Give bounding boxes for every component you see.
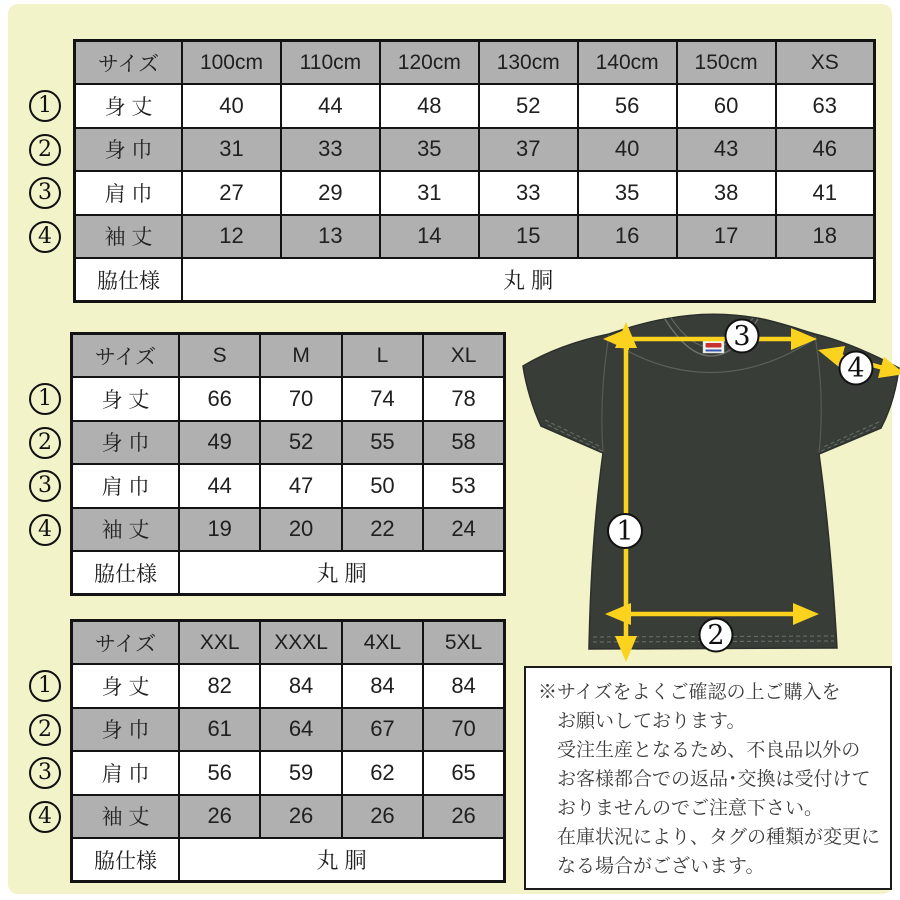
measurement-row [72,664,505,708]
measurement-value-cell: 29 [281,171,380,215]
measurement-value-cell: 26 [179,795,260,839]
size-table-xxl-5xl [70,619,506,883]
measurement-value-cell: 26 [260,795,341,839]
measurement-value-cell: 66 [179,377,260,421]
measurement-row [72,708,505,752]
measurement-value-cell: 48 [380,84,479,128]
measurement-value-cell: 26 [342,795,423,839]
measurement-row [72,464,505,508]
collar-brand-tag [703,340,724,353]
measurement-value-cell: 44 [281,84,380,128]
measurement-row-label: 身 丈 [72,377,180,421]
measurement-value-cell: 50 [342,464,423,508]
measurement-value-cell: 37 [479,128,578,172]
size-header-label: サイズ [72,621,180,665]
size-column-header: XS [776,41,875,85]
measurement-row-label: 袖 丈 [75,215,183,259]
size-table-s-xl [70,332,506,596]
shirt-marker-3 [726,320,759,353]
measurement-value-cell: 17 [677,215,776,259]
measurement-value-cell: 84 [342,664,423,708]
measurement-row-label: 身 巾 [75,128,183,172]
measurement-row-label: 肩 巾 [72,464,180,508]
measurement-value-cell: 47 [260,464,341,508]
size-column-header: 120cm [380,41,479,85]
measurement-value-cell: 60 [677,84,776,128]
notice-line: お願いしております。 [557,711,746,732]
measurement-value-cell: 41 [776,171,875,215]
size-column-header: S [179,334,260,378]
side-spec-value: 丸 胴 [182,258,875,302]
row-marker-2: 2 [29,134,61,166]
measurement-value-cell: 33 [281,128,380,172]
row-marker-1: 1 [29,383,61,415]
measurement-value-cell: 64 [260,708,341,752]
measurement-row-label: 身 巾 [72,708,180,752]
measurement-value-cell: 16 [578,215,677,259]
row-marker-3: 3 [29,177,61,209]
side-spec-row [72,838,505,882]
measurement-value-cell: 70 [423,708,504,752]
size-column-header: 5XL [423,621,504,665]
row-marker-4: 4 [29,514,61,546]
measurement-value-cell: 84 [260,664,341,708]
side-spec-value: 丸 胴 [179,838,505,882]
measurement-row [72,377,505,421]
measurement-row [75,215,875,259]
measurement-value-cell: 52 [479,84,578,128]
measurement-row-label: 肩 巾 [72,751,180,795]
measurement-value-cell: 65 [423,751,504,795]
side-spec-label: 脇仕様 [72,551,180,595]
notice-line: お客様都合での返品･交換は受付けて [557,769,871,790]
measurement-value-cell: 61 [179,708,260,752]
measurement-row [72,421,505,465]
measurement-row-label: 身 丈 [75,84,183,128]
measurement-row [72,795,505,839]
measurement-value-cell: 52 [260,421,341,465]
row-marker-3: 3 [29,757,61,789]
measurement-value-cell: 35 [578,171,677,215]
measurement-row-label: 身 丈 [72,664,180,708]
measurement-value-cell: 82 [179,664,260,708]
svg-text:2: 2 [707,620,725,651]
measurement-value-cell: 33 [479,171,578,215]
measurement-row [75,84,875,128]
size-column-header: XXL [179,621,260,665]
notice-line: ※サイズをよくご確認の上ご購入を [538,682,841,703]
side-spec-row [75,258,875,302]
side-spec-label: 脇仕様 [72,838,180,882]
size-column-header: 100cm [182,41,281,85]
xxl-to-5xl-grid [70,619,506,883]
size-column-header: 110cm [281,41,380,85]
size-header-label: サイズ [72,334,180,378]
measurement-value-cell: 70 [260,377,341,421]
row-marker-1: 1 [29,670,61,702]
row-marker-3: 3 [29,470,61,502]
measurement-row-label: 身 巾 [72,421,180,465]
size-column-header: 140cm [578,41,677,85]
size-table-kids [73,39,876,303]
size-column-header: M [260,334,341,378]
size-column-header: 130cm [479,41,578,85]
measurement-row [72,508,505,552]
measurement-value-cell: 27 [182,171,281,215]
measurement-value-cell: 40 [182,84,281,128]
measurement-value-cell: 40 [578,128,677,172]
measurement-value-cell: 12 [182,215,281,259]
measurement-row [72,751,505,795]
measurement-value-cell: 38 [677,171,776,215]
measurement-value-cell: 53 [423,464,504,508]
measurement-value-cell: 26 [423,795,504,839]
purchase-notice-box [524,666,892,890]
measurement-value-cell: 13 [281,215,380,259]
size-column-header: 4XL [342,621,423,665]
size-column-header: 150cm [677,41,776,85]
measurement-value-cell: 55 [342,421,423,465]
measurement-value-cell: 67 [342,708,423,752]
svg-text:1: 1 [616,516,634,547]
measurement-row [75,128,875,172]
measurement-value-cell: 56 [179,751,260,795]
measurement-value-cell: 18 [776,215,875,259]
chart-background [8,4,892,894]
measurement-value-cell: 31 [182,128,281,172]
measurement-value-cell: 35 [380,128,479,172]
shirt-marker-2 [700,619,733,652]
size-header-label: サイズ [75,41,183,85]
measurement-value-cell: 49 [179,421,260,465]
measurement-value-cell: 56 [578,84,677,128]
measurement-value-cell: 20 [260,508,341,552]
s-to-xl-grid [70,332,506,596]
svg-text:3: 3 [733,321,751,352]
measurement-value-cell: 62 [342,751,423,795]
side-spec-label: 脇仕様 [75,258,183,302]
notice-line: なる場合がございます。 [557,856,765,877]
notice-line: 在庫状況により、タグの種類が変更に [557,827,881,848]
notice-line: おりませんのでご注意下さい。 [557,798,824,819]
size-column-header: L [342,334,423,378]
row-marker-1: 1 [29,90,61,122]
measurement-value-cell: 14 [380,215,479,259]
measurement-value-cell: 22 [342,508,423,552]
measurement-value-cell: 24 [423,508,504,552]
measurement-value-cell: 44 [179,464,260,508]
measurement-value-cell: 84 [423,664,504,708]
measurement-value-cell: 19 [179,508,260,552]
shirt-marker-1 [608,514,642,548]
measurement-value-cell: 43 [677,128,776,172]
measurement-value-cell: 15 [479,215,578,259]
size-column-header: XL [423,334,504,378]
size-column-header: XXXL [260,621,341,665]
measurement-row-label: 袖 丈 [72,795,180,839]
measurement-row-label: 肩 巾 [75,171,183,215]
measurement-value-cell: 59 [260,751,341,795]
kids-to-xs-grid [73,39,876,303]
measurement-value-cell: 78 [423,377,504,421]
row-marker-2: 2 [29,427,61,459]
side-spec-value: 丸 胴 [179,551,505,595]
side-spec-row [72,551,505,595]
measurement-value-cell: 31 [380,171,479,215]
measurement-value-cell: 74 [342,377,423,421]
row-marker-4: 4 [29,221,61,253]
measurement-value-cell: 58 [423,421,504,465]
tshirt-diagram [513,306,900,671]
notice-line: 受注生産となるため、不良品以外の [557,740,861,761]
measurement-value-cell: 63 [776,84,875,128]
shirt-marker-4 [840,352,873,385]
svg-text:4: 4 [847,353,865,384]
measurement-row-label: 袖 丈 [72,508,180,552]
row-marker-2: 2 [29,714,61,746]
measurement-row [75,171,875,215]
measurement-value-cell: 46 [776,128,875,172]
row-marker-4: 4 [29,801,61,833]
